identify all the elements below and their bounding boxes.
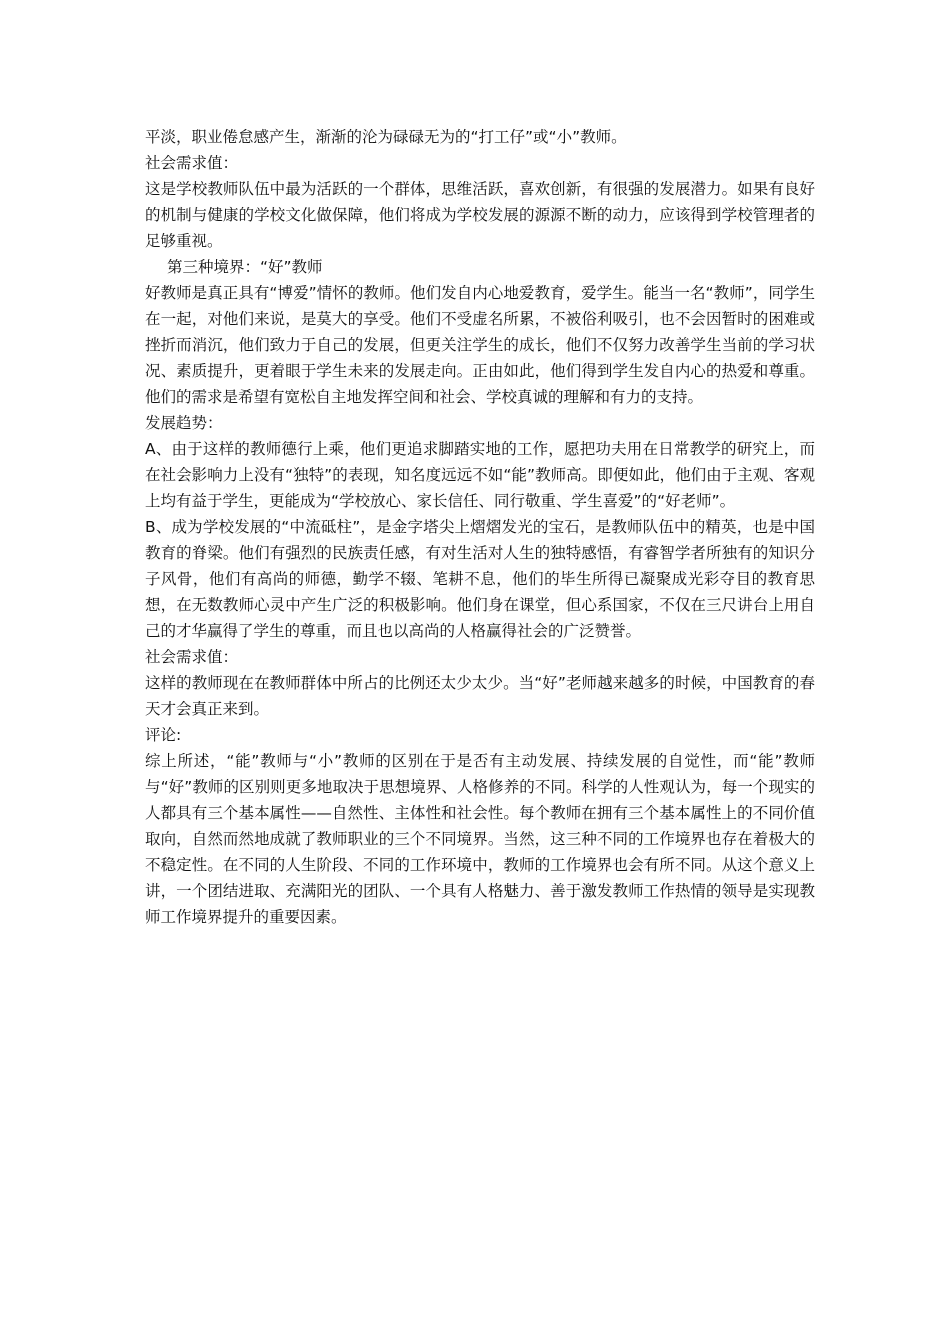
paragraph-social-demand-2: 这样的教师现在在教师群体中所占的比例还太少太少。当“好”老师越来越多的时候，中国教育的春天才会真正来到。 [145,674,815,718]
paragraph-trend-b: B、成为学校发展的“中流砥柱”，是金字塔尖上熠熠发光的宝石，是教师队伍中的精英，也是中国教育的脊梁。他们有强烈的民族责任感，有对生活对人生的独特感悟，有睿智学者所独有的知识分子风骨，他们有高尚的师德，勤学不辍、笔耕不息，他们的毕生所得已凝聚成光彩夺目的教育思想，在无数教师心灵中产生广泛的积极影响。他们身在课堂，但心系国家，不仅在三尺讲台上用自己的才华赢得了学生的尊重，而且也以高尚的人格赢得社会的广泛赞誉。 [145,518,815,640]
paragraph-good-teacher: 好教师是真正具有“博爱”情怀的教师。他们发自内心地爱教育，爱学生。能当一名“教师”，同学生在一起，对他们来说，是莫大的享受。他们不受虚名所累，不被俗利吸引，也不会因暂时的困难或挫折而消沉，他们致力于自己的发展，但更关注学生的成长，他们不仅努力改善学生当前的学习状况、素质提升，更着眼于学生未来的发展走向。正由如此，他们得到学生发自内心的热爱和尊重。他们的需求是希望有宽松自主地发挥空间和社会、学校真诚的理解和有力的支持。 [145,284,815,406]
paragraph-social-demand: 这是学校教师队伍中最为活跃的一个群体，思维活跃，喜欢创新，有很强的发展潜力。如果有良好的机制与健康的学校文化做保障，他们将成为学校发展的源源不断的动力，应该得到学校管理者的足够重视。 [145,180,815,250]
document-body [145,124,815,930]
heading-development-trend: 发展趋势： [145,414,223,432]
paragraph-continuation: 平淡，职业倦怠感产生，渐渐的沦为碌碌无为的“打工仔”或“小”教师。 [145,128,627,146]
heading-social-demand: 社会需求值： [145,154,239,172]
heading-social-demand-2: 社会需求值： [145,648,239,666]
paragraph-comment: 综上所述，“能”教师与“小”教师的区别在于是否有主动发展、持续发展的自觉性，而“能”教师与“好”教师的区别则更多地取决于思想境界、人格修养的不同。科学的人性观认为，每一个现实的人都具有三个基本属性——自然性、主体性和社会性。每个教师在拥有三个基本属性上的不同价值取向，自然而然地成就了教师职业的三个不同境界。当然，这三种不同的工作境界也存在着极大的不稳定性。在不同的人生阶段、不同的工作环境中，教师的工作境界也会有所不同。从这个意义上讲，一个团结进取、充满阳光的团队、一个具有人格魅力、善于激发教师工作热情的领导是实现教师工作境界提升的重要因素。 [145,752,815,926]
heading-comment: 评论: [145,726,182,744]
heading-third-realm: 第三种境界：“好”教师 [167,258,323,276]
paragraph-trend-a: A、由于这样的教师德行上乘，他们更追求脚踏实地的工作，愿把功夫用在日常教学的研究上，而在社会影响力上没有“独特”的表现，知名度远远不如“能”教师高。即便如此，他们由于主观、客观上均有益于学生，更能成为“学校放心、家长信任、同行敬重、学生喜爱”的“好老师”。 [145,440,815,510]
